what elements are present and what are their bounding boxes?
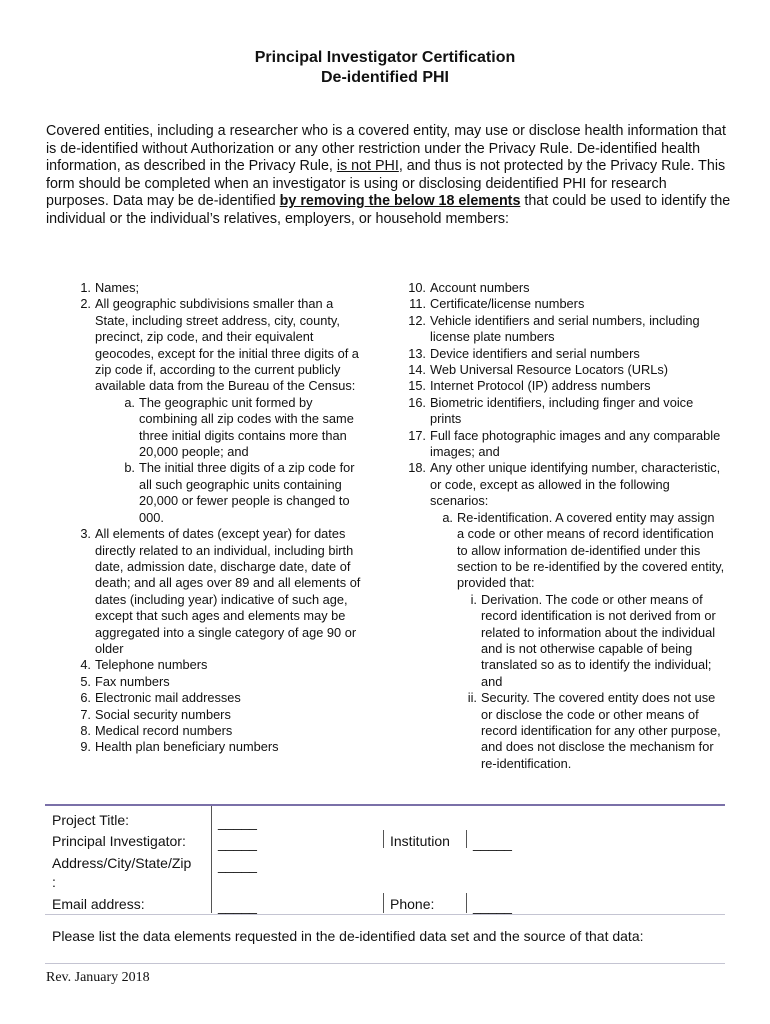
column-divider [383, 830, 384, 848]
list-item: 16. Biometric identifiers, including finger and voice prints [408, 394, 694, 427]
list-subitem: a. The geographic unit formed by combining all zip codes with the same three initial digits contains more than 20,000 people; and [124, 394, 354, 460]
list-item: 14. Web Universal Resource Locators (URLs) [408, 362, 669, 378]
list-subsubitem: ii. Security. The covered entity does not use or disclose the code or other means of record identification for any other purpose, and does not disclose the mechanism for re-identification. [467, 690, 721, 771]
list-item: 9. Health plan beneficiary numbers [80, 739, 279, 755]
list-item: 4. Telephone numbers [80, 657, 208, 673]
list-item: 18. Any other unique identifying number, characteristic, or code, except as allowed in the following scenarios: [408, 460, 721, 509]
list-item: 7. Social security numbers [80, 706, 231, 722]
list-item: 10. Account numbers [408, 280, 530, 295]
revision-date: Rev. January 2018 [46, 970, 150, 985]
column-divider [211, 806, 212, 913]
list-subitem: a. Re-identification. A covered entity may assign a code or other means of record identification to allow information de-identified under this section to be re-identified by the covered entity, provided that: [442, 509, 725, 591]
page-title: Principal Investigator Certification [254, 49, 516, 66]
email-label: Email address: [52, 896, 145, 912]
institution-label: Institution [390, 833, 450, 849]
list-subitem: b. The initial three digits of a zip code for all such geographic units containing 20,000 or fewer people is changed to 000. [124, 460, 355, 525]
project-title-field[interactable]: _____ [218, 814, 257, 830]
column-divider [466, 830, 467, 848]
page-subtitle: De-identified PHI [320, 69, 449, 86]
not-phi-text: is not PHI [336, 158, 399, 174]
identifier-list-left [68, 280, 368, 756]
column-divider [466, 893, 467, 913]
intro-text-2: , and thus is not protected by the Privacy Rule. This form should be completed when an investigator is using or disclosing deidentified PHI for research purposes. Data may be de-identified [46, 158, 726, 209]
list-item: 15. Internet Protocol (IP) address numbers [408, 378, 651, 394]
address-label: Address/City/State/Zip [52, 855, 192, 871]
intro-text-3: that could be used to identify the individual or the individual’s relatives, employers, or household members: [46, 193, 731, 227]
address-label-colon: : [52, 874, 56, 890]
address-field[interactable]: _____ [218, 857, 257, 873]
pi-field[interactable]: _____ [218, 835, 257, 851]
list-item: 11. Certificate/license numbers [409, 296, 585, 312]
row-divider [45, 914, 725, 915]
data-elements-prompt: Please list the data elements requested in the de-identified data set and the source of that data: [52, 928, 644, 944]
column-divider [383, 893, 384, 913]
list-subsubitem: i. Derivation. The code or other means of record identification is not derived from or related to information about the individual and is not otherwise capable of being translated so as to identify the individual; and [470, 591, 716, 689]
list-item: 8. Medical record numbers [80, 722, 233, 738]
intro-text-1: Covered entities, including a researcher who is a covered entity, may use or disclose health information that is de-identified without Authorization or any other restriction under the Privacy Rule. De-identified health information, as described in the Privacy Rule, [46, 123, 726, 174]
list-item: 12. Vehicle identifiers and serial numbers, including license plate numbers [408, 312, 700, 345]
list-item: 17. Full face photographic images and any comparable images; and [408, 427, 721, 460]
list-item: 6. Electronic mail addresses [80, 690, 241, 706]
institution-field[interactable]: _____ [473, 835, 512, 851]
phone-field[interactable]: _____ [473, 898, 512, 914]
email-field[interactable]: _____ [218, 898, 257, 914]
removing-elements-text: by removing the below 18 elements [279, 193, 521, 209]
list-item: 5. Fax numbers [80, 673, 170, 689]
identifier-list-right [403, 280, 725, 772]
phone-label: Phone: [390, 896, 435, 912]
list-item: 1. Names; [80, 280, 140, 295]
list-item: 13. Device identifiers and serial numbers [408, 345, 640, 361]
list-item: 3. All elements of dates (except year) for dates directly related to an individual, including birth date, admission date, discharge date, date of death; and all ages over 89 and all elements of dates (including year) indicative of such age, except that such ages and elements may be aggregated into a single category of age 90 or older [80, 526, 361, 656]
project-title-label: Project Title: [52, 812, 130, 828]
intro-paragraph [46, 123, 731, 228]
list-item: 2. All geographic subdivisions smaller than a State, including street address, city, county, precinct, zip code, and their equivalent geocodes, except for the initial three digits of a zip code if, according to the current publicly available data from the Bureau of the Census: [80, 296, 359, 394]
pi-label: Principal Investigator: [52, 833, 186, 849]
